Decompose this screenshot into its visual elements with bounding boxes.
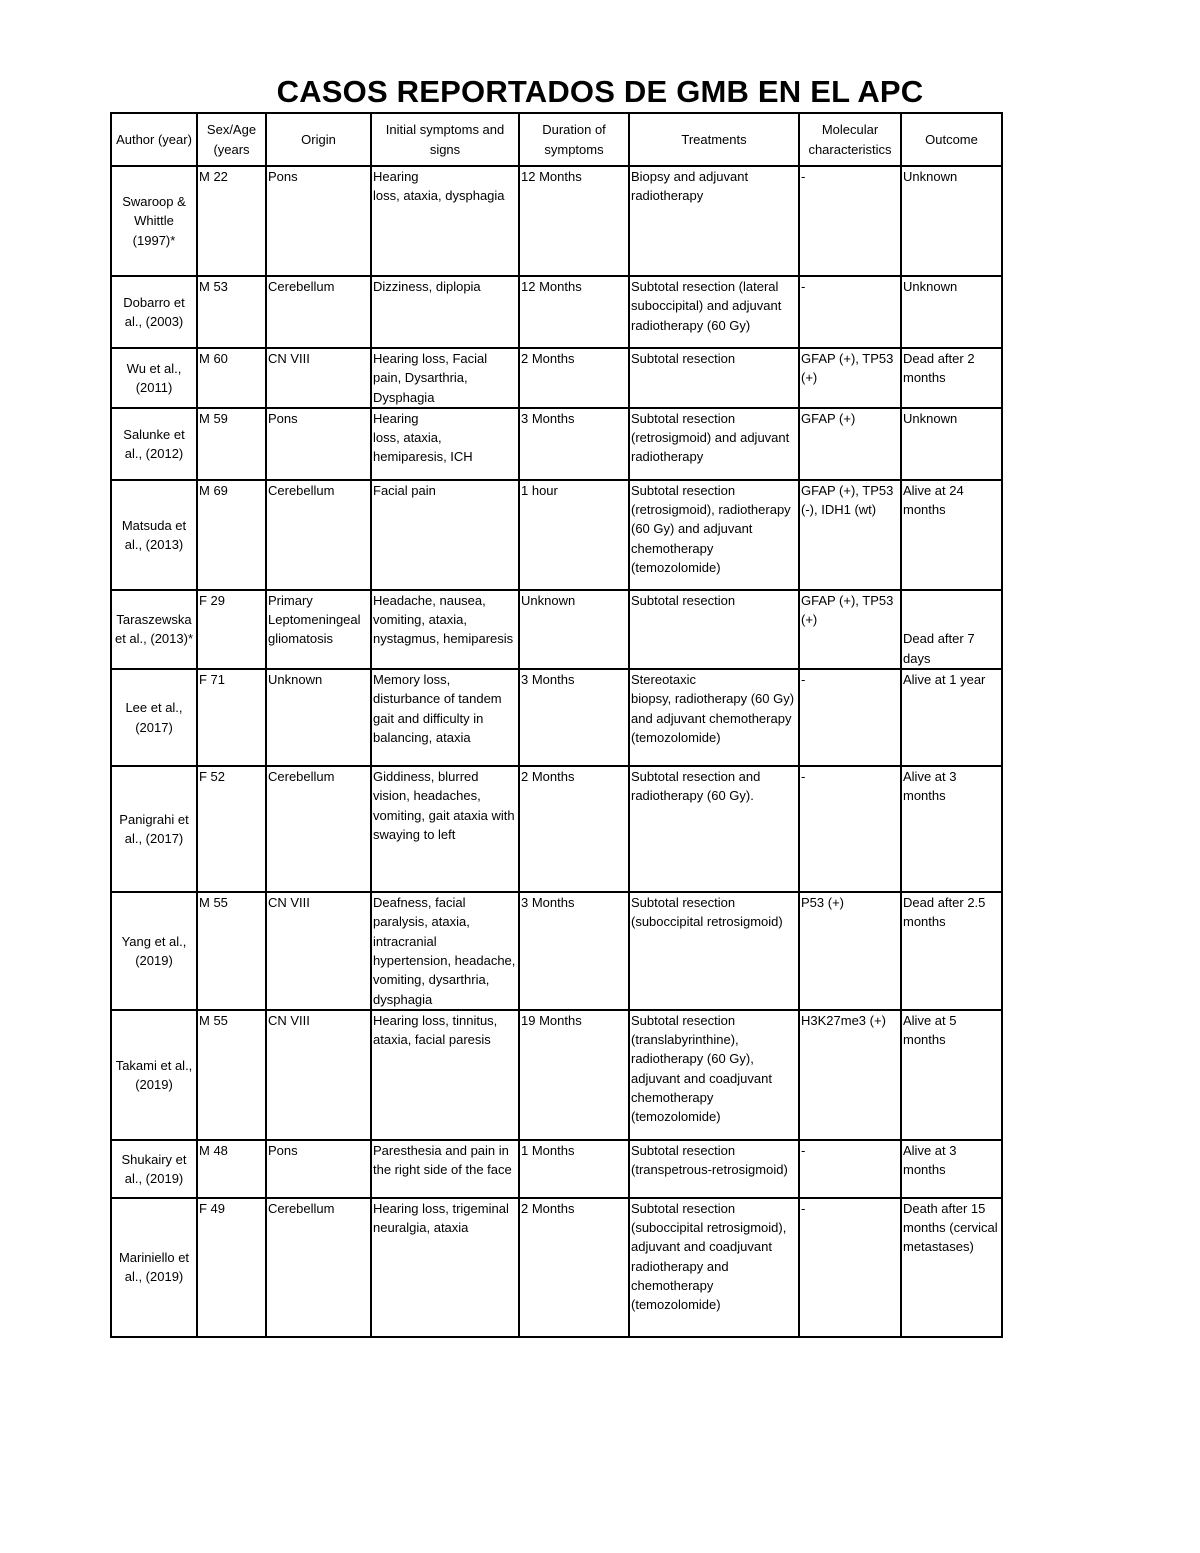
author-cell bbox=[111, 590, 197, 669]
outcome-text: Unknown bbox=[903, 169, 958, 184]
treatments-text: Subtotal resection (translabyrinthine), radiotherapy (60 Gy), adjuvant and coadjuvant chemotherapy (temozolomide) bbox=[631, 1012, 772, 1125]
sex-age-cell bbox=[197, 1140, 266, 1198]
sex-age-cell bbox=[197, 892, 266, 1010]
author-cell bbox=[111, 408, 197, 480]
treatments-cell bbox=[629, 276, 799, 348]
symptoms-text: Hearing loss, ataxia, hemiparesis, ICH bbox=[373, 410, 473, 465]
outcome-cell bbox=[901, 892, 1002, 1010]
sex-age-text: M 48 bbox=[199, 1142, 228, 1158]
author-text: Lee et al., (2017) bbox=[125, 700, 183, 735]
column-header-duration: Duration of symptoms bbox=[519, 113, 629, 166]
author-cell bbox=[111, 348, 197, 408]
duration-cell bbox=[519, 1140, 629, 1198]
duration-text: 1 hour bbox=[521, 482, 558, 498]
symptoms-cell bbox=[371, 1010, 519, 1140]
duration-text: 2 Months bbox=[521, 351, 575, 366]
molecular-text: H3K27me3 (+) bbox=[801, 1012, 886, 1028]
author-text: Takami et al., (2019) bbox=[115, 1057, 193, 1092]
sex-age-cell bbox=[197, 669, 266, 766]
molecular-text: GFAP (+), TP53 (-), IDH1 (wt) bbox=[801, 482, 894, 518]
outcome-cell bbox=[901, 1140, 1002, 1198]
column-header-origin: Origin bbox=[266, 113, 371, 166]
outcome-cell bbox=[901, 408, 1002, 480]
author-text: Salunke et al., (2012) bbox=[123, 426, 185, 461]
treatments-text: Subtotal resection (lateral suboccipital) and adjuvant radiotherapy (60 Gy) bbox=[631, 279, 782, 333]
origin-cell bbox=[266, 276, 371, 348]
molecular-cell bbox=[799, 276, 901, 348]
duration-text: 3 Months bbox=[521, 895, 575, 911]
author-text: Matsuda et al., (2013) bbox=[121, 517, 187, 552]
duration-cell bbox=[519, 766, 629, 892]
duration-cell bbox=[519, 1198, 629, 1337]
duration-text: 2 Months bbox=[521, 769, 575, 785]
origin-cell bbox=[266, 590, 371, 669]
treatments-cell bbox=[629, 166, 799, 276]
treatments-text: Subtotal resection (suboccipital retrosigmoid), adjuvant and coadjuvant radiotherapy and chemotherapy (temozolomide) bbox=[631, 1200, 787, 1313]
treatments-text: Subtotal resection (retrosigmoid) and adjuvant radiotherapy bbox=[631, 410, 790, 465]
table-row bbox=[111, 348, 1002, 408]
origin-cell bbox=[266, 166, 371, 276]
origin-cell bbox=[266, 669, 371, 766]
treatments-cell bbox=[629, 766, 799, 892]
treatments-cell bbox=[629, 669, 799, 766]
origin-text: Cerebellum bbox=[268, 1200, 335, 1216]
outcome-cell bbox=[901, 669, 1002, 766]
origin-text: CN VIII bbox=[268, 351, 310, 366]
molecular-cell bbox=[799, 480, 901, 590]
origin-text: Cerebellum bbox=[268, 769, 335, 785]
outcome-text: Dead after 2.5 months bbox=[903, 895, 986, 930]
outcome-text: Alive at 24 months bbox=[903, 482, 964, 518]
duration-cell bbox=[519, 892, 629, 1010]
duration-text: 12 Months bbox=[521, 169, 582, 184]
author-cell bbox=[111, 892, 197, 1010]
author-text: Dobarro et al., (2003) bbox=[123, 294, 185, 329]
column-header-sex-age: Sex/Age (years bbox=[197, 113, 266, 166]
molecular-cell bbox=[799, 1198, 901, 1337]
table-row bbox=[111, 480, 1002, 590]
sex-age-text: M 22 bbox=[199, 169, 228, 184]
table-row bbox=[111, 1010, 1002, 1140]
symptoms-cell bbox=[371, 892, 519, 1010]
molecular-text: GFAP (+) bbox=[801, 410, 856, 426]
origin-text: Pons bbox=[268, 169, 298, 184]
origin-text: CN VIII bbox=[268, 1012, 310, 1028]
origin-text: Pons bbox=[268, 1142, 298, 1158]
sex-age-cell bbox=[197, 1198, 266, 1337]
column-header-author: Author (year) bbox=[111, 113, 197, 166]
outcome-text: Dead after 7 days bbox=[903, 631, 975, 666]
treatments-text: Stereotaxic biopsy, radiotherapy (60 Gy) and adjuvant chemotherapy (temozolomide) bbox=[631, 672, 795, 745]
author-text: Shukairy et al., (2019) bbox=[121, 1151, 187, 1186]
symptoms-text: Headache, nausea, vomiting, ataxia, nystagmus, hemiparesis bbox=[373, 592, 514, 647]
symptoms-text: Memory loss, disturbance of tandem gait and difficulty in balancing, ataxia bbox=[373, 672, 502, 745]
treatments-cell bbox=[629, 1140, 799, 1198]
duration-cell bbox=[519, 276, 629, 348]
duration-cell bbox=[519, 669, 629, 766]
sex-age-cell bbox=[197, 408, 266, 480]
duration-cell bbox=[519, 348, 629, 408]
table-row bbox=[111, 590, 1002, 669]
molecular-text: - bbox=[801, 672, 806, 688]
outcome-text: Dead after 2 months bbox=[903, 351, 975, 386]
duration-cell bbox=[519, 1010, 629, 1140]
duration-cell bbox=[519, 480, 629, 590]
table-row bbox=[111, 669, 1002, 766]
symptoms-text: Dizziness, diplopia bbox=[373, 279, 481, 294]
cases-table bbox=[110, 112, 1003, 1338]
author-cell bbox=[111, 669, 197, 766]
outcome-text: Alive at 5 months bbox=[903, 1012, 957, 1048]
symptoms-cell bbox=[371, 669, 519, 766]
symptoms-cell bbox=[371, 1198, 519, 1337]
molecular-text: - bbox=[801, 1142, 806, 1158]
sex-age-cell bbox=[197, 1010, 266, 1140]
treatments-text: Subtotal resection (retrosigmoid), radiotherapy (60 Gy) and adjuvant chemotherapy (temozolomide) bbox=[631, 482, 791, 576]
outcome-text: Unknown bbox=[903, 279, 958, 294]
molecular-cell bbox=[799, 766, 901, 892]
origin-cell bbox=[266, 892, 371, 1010]
origin-cell bbox=[266, 766, 371, 892]
table-row bbox=[111, 1198, 1002, 1337]
outcome-cell bbox=[901, 166, 1002, 276]
duration-text: 19 Months bbox=[521, 1012, 582, 1028]
sex-age-text: M 60 bbox=[199, 351, 228, 366]
outcome-text: Death after 15 months (cervical metastases) bbox=[903, 1200, 998, 1255]
origin-text: Cerebellum bbox=[268, 279, 335, 294]
table-row bbox=[111, 276, 1002, 348]
duration-cell bbox=[519, 166, 629, 276]
table-body bbox=[111, 166, 1002, 1337]
molecular-cell bbox=[799, 892, 901, 1010]
molecular-text: - bbox=[801, 279, 806, 294]
sex-age-cell bbox=[197, 480, 266, 590]
sex-age-text: M 69 bbox=[199, 482, 228, 498]
table-row bbox=[111, 892, 1002, 1010]
symptoms-cell bbox=[371, 348, 519, 408]
column-header-treatments: Treatments bbox=[629, 113, 799, 166]
symptoms-cell bbox=[371, 1140, 519, 1198]
duration-text: 12 Months bbox=[521, 279, 582, 294]
treatments-cell bbox=[629, 892, 799, 1010]
symptoms-text: Hearing loss, ataxia, dysphagia bbox=[373, 169, 505, 204]
outcome-text: Alive at 3 months bbox=[903, 1142, 957, 1178]
treatments-text: Subtotal resection (transpetrous-retrosigmoid) bbox=[631, 1142, 788, 1178]
author-cell bbox=[111, 1140, 197, 1198]
molecular-cell bbox=[799, 166, 901, 276]
author-text: Wu et al., (2011) bbox=[126, 360, 182, 395]
outcome-cell bbox=[901, 766, 1002, 892]
outcome-cell bbox=[901, 1010, 1002, 1140]
origin-text: Primary Leptomeningeal gliomatosis bbox=[268, 592, 361, 647]
origin-cell bbox=[266, 1140, 371, 1198]
sex-age-text: M 55 bbox=[199, 1012, 228, 1028]
molecular-text: - bbox=[801, 169, 806, 184]
author-cell bbox=[111, 1010, 197, 1140]
molecular-cell bbox=[799, 1010, 901, 1140]
sex-age-cell bbox=[197, 348, 266, 408]
symptoms-cell bbox=[371, 480, 519, 590]
treatments-text: Biopsy and adjuvant radiotherapy bbox=[631, 169, 749, 204]
treatments-cell bbox=[629, 348, 799, 408]
table-row bbox=[111, 408, 1002, 480]
treatments-text: Subtotal resection (suboccipital retrosigmoid) bbox=[631, 895, 783, 930]
outcome-cell bbox=[901, 276, 1002, 348]
treatments-text: Subtotal resection bbox=[631, 592, 736, 608]
molecular-cell bbox=[799, 408, 901, 480]
treatments-cell bbox=[629, 480, 799, 590]
outcome-cell bbox=[901, 1198, 1002, 1337]
molecular-text: GFAP (+), TP53 (+) bbox=[801, 351, 894, 386]
origin-cell bbox=[266, 1198, 371, 1337]
molecular-cell bbox=[799, 348, 901, 408]
outcome-text: Unknown bbox=[903, 410, 958, 426]
molecular-cell bbox=[799, 669, 901, 766]
sex-age-cell bbox=[197, 166, 266, 276]
treatments-cell bbox=[629, 1198, 799, 1337]
column-header-outcome: Outcome bbox=[901, 113, 1002, 166]
sex-age-text: M 55 bbox=[199, 895, 228, 911]
symptoms-text: Hearing loss, Facial pain, Dysarthria, Dysphagia bbox=[373, 351, 488, 405]
sex-age-cell bbox=[197, 276, 266, 348]
symptoms-text: Giddiness, blurred vision, headaches, vomiting, gait ataxia with swaying to left bbox=[373, 769, 515, 842]
author-text: Mariniello et al., (2019) bbox=[118, 1250, 190, 1285]
origin-cell bbox=[266, 408, 371, 480]
author-cell bbox=[111, 276, 197, 348]
molecular-text: - bbox=[801, 1200, 806, 1216]
author-text: Taraszewska et al., (2013)* bbox=[114, 612, 194, 647]
duration-text: 3 Months bbox=[521, 410, 575, 426]
outcome-cell bbox=[901, 348, 1002, 408]
treatments-cell bbox=[629, 408, 799, 480]
molecular-cell bbox=[799, 590, 901, 669]
symptoms-text: Hearing loss, trigeminal neuralgia, ataxia bbox=[373, 1200, 509, 1236]
sex-age-text: F 29 bbox=[199, 592, 226, 608]
origin-text: CN VIII bbox=[268, 895, 310, 911]
duration-cell bbox=[519, 408, 629, 480]
author-cell bbox=[111, 480, 197, 590]
table-row bbox=[111, 766, 1002, 892]
treatments-text: Subtotal resection bbox=[631, 351, 736, 366]
author-cell bbox=[111, 1198, 197, 1337]
author-text: Swaroop & Whittle (1997)* bbox=[122, 194, 186, 248]
molecular-text: P53 (+) bbox=[801, 895, 844, 911]
origin-cell bbox=[266, 1010, 371, 1140]
sex-age-text: M 59 bbox=[199, 410, 228, 426]
symptoms-cell bbox=[371, 766, 519, 892]
sex-age-cell bbox=[197, 766, 266, 892]
column-header-molecular: Molecular characteristics bbox=[799, 113, 901, 166]
symptoms-cell bbox=[371, 408, 519, 480]
symptoms-cell bbox=[371, 166, 519, 276]
table-row bbox=[111, 1140, 1002, 1198]
author-text: Panigrahi et al., (2017) bbox=[119, 811, 189, 847]
author-cell bbox=[111, 766, 197, 892]
treatments-text: Subtotal resection and radiotherapy (60 Gy). bbox=[631, 769, 761, 804]
outcome-text: Alive at 3 months bbox=[903, 769, 957, 804]
origin-text: Unknown bbox=[268, 672, 323, 688]
molecular-text: GFAP (+), TP53 (+) bbox=[801, 592, 894, 628]
author-text: Yang et al., (2019) bbox=[121, 933, 187, 968]
sex-age-text: F 49 bbox=[199, 1200, 226, 1216]
column-header-symptoms: Initial symptoms and signs bbox=[371, 113, 519, 166]
treatments-cell bbox=[629, 590, 799, 669]
symptoms-text: Hearing loss, tinnitus, ataxia, facial paresis bbox=[373, 1012, 498, 1048]
origin-text: Pons bbox=[268, 410, 298, 426]
table-row bbox=[111, 166, 1002, 276]
duration-cell bbox=[519, 590, 629, 669]
symptoms-cell bbox=[371, 590, 519, 669]
molecular-cell bbox=[799, 1140, 901, 1198]
document-title: CASOS REPORTADOS DE GMB EN EL APC bbox=[276, 74, 924, 109]
sex-age-cell bbox=[197, 590, 266, 669]
origin-text: Cerebellum bbox=[268, 482, 335, 498]
symptoms-text: Facial pain bbox=[373, 482, 436, 498]
duration-text: Unknown bbox=[521, 592, 576, 608]
molecular-text: - bbox=[801, 769, 806, 785]
duration-text: 1 Months bbox=[521, 1142, 575, 1158]
treatments-cell bbox=[629, 1010, 799, 1140]
origin-cell bbox=[266, 348, 371, 408]
symptoms-text: Deafness, facial paralysis, ataxia, intracranial hypertension, headache, vomiting, dysarthria, dysphagia bbox=[373, 895, 516, 1007]
symptoms-cell bbox=[371, 276, 519, 348]
table-header-row bbox=[111, 113, 1002, 166]
duration-text: 2 Months bbox=[521, 1200, 575, 1216]
outcome-cell bbox=[901, 590, 1002, 669]
outcome-cell bbox=[901, 480, 1002, 590]
sex-age-text: M 53 bbox=[199, 279, 228, 294]
symptoms-text: Paresthesia and pain in the right side of the face bbox=[373, 1142, 512, 1178]
author-cell bbox=[111, 166, 197, 276]
sex-age-text: F 52 bbox=[199, 769, 226, 785]
outcome-text: Alive at 1 year bbox=[903, 672, 986, 688]
origin-cell bbox=[266, 480, 371, 590]
sex-age-text: F 71 bbox=[199, 672, 226, 688]
duration-text: 3 Months bbox=[521, 672, 575, 688]
